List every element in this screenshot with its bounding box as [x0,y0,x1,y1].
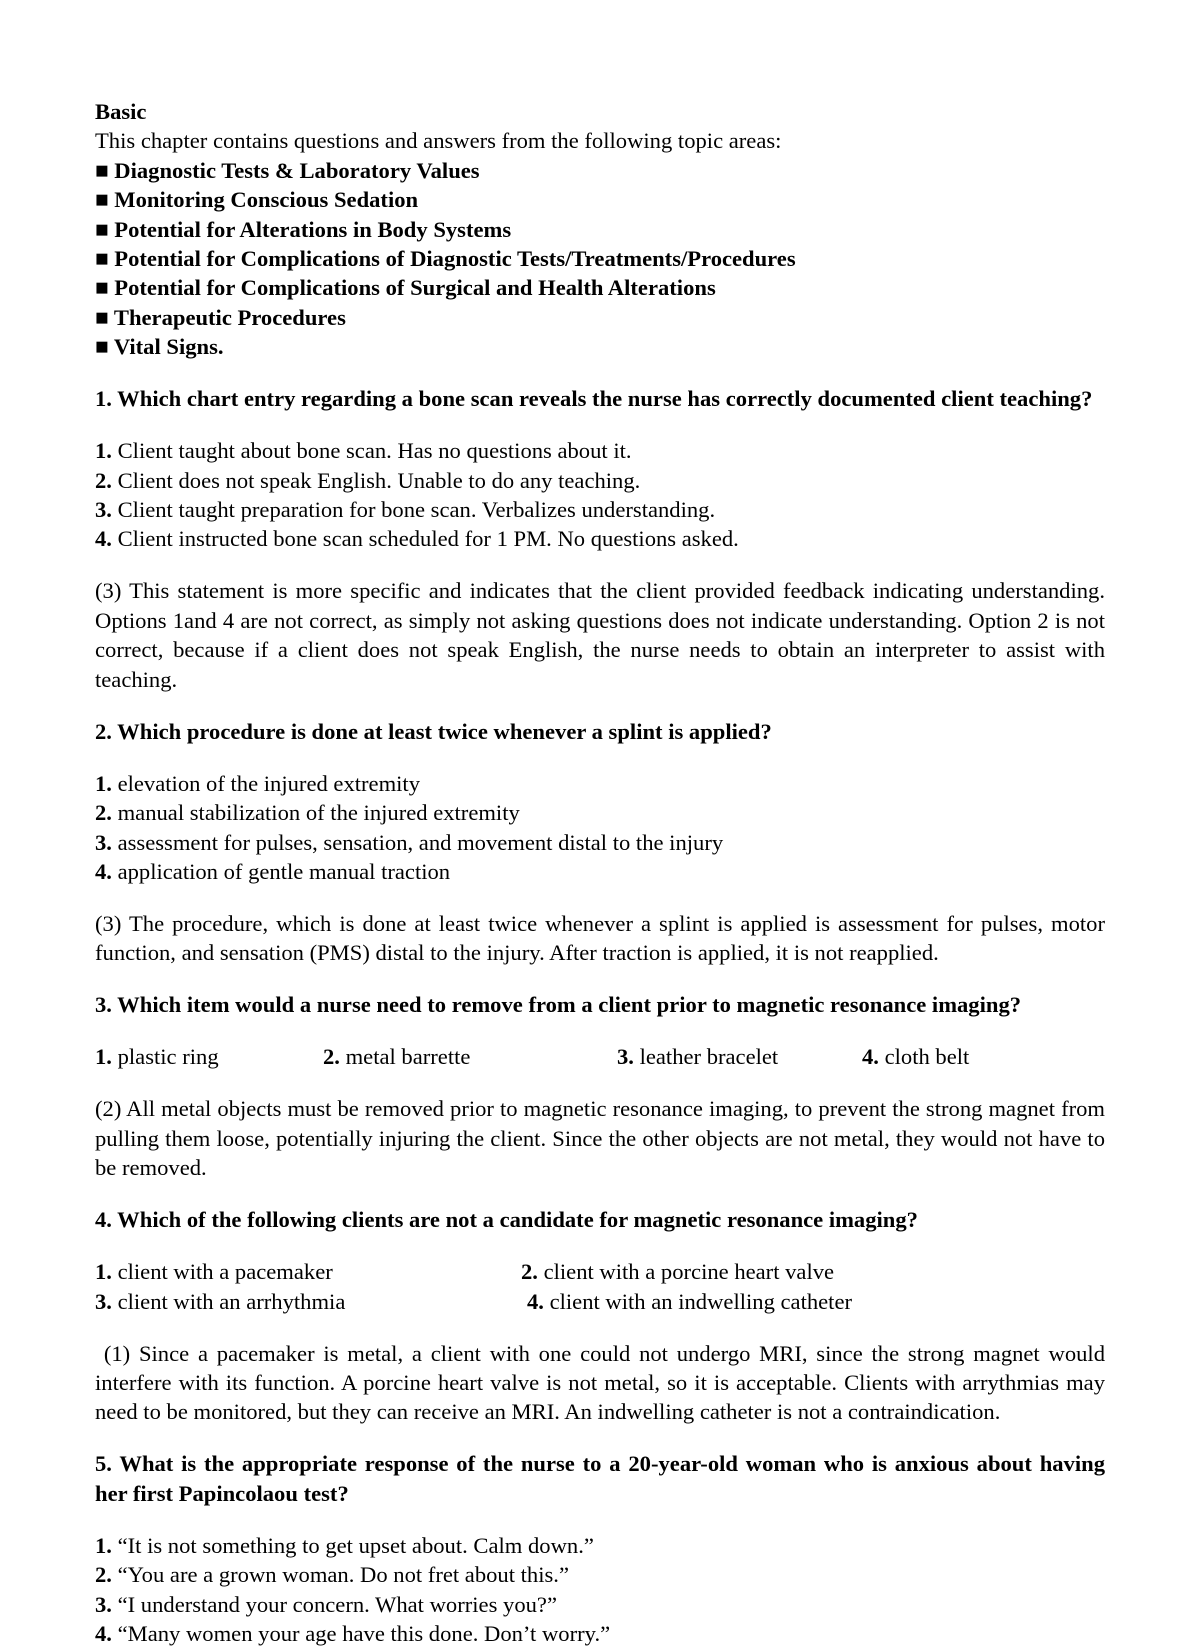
answer-option [521,1257,834,1286]
option-text: cloth belt [878,1044,970,1070]
answer-options-row [95,1257,1105,1286]
answer-option [95,1531,1105,1560]
option-text: assessment for pulses, sensation, and movement distal to the injury [111,829,724,855]
option-number: 4. [527,1288,544,1314]
option-text: Client taught about bone scan. Has no questions about it. [111,438,632,464]
option-number: 4. [862,1044,879,1070]
answer-option [862,1042,969,1071]
option-number: 4. [95,858,112,884]
option-number: 2. [95,800,112,826]
answer-option [95,798,1105,827]
question-5 [95,1449,1105,1648]
answer-option [323,1042,617,1071]
option-text: plastic ring [111,1044,219,1070]
answer-option [95,1590,1105,1619]
answer-option [95,466,1105,495]
question-text: 4. Which of the following clients are not a candidate for magnetic resonance imaging? [95,1207,918,1233]
answer-rationale: (3) The procedure, which is done at least twice whenever a splint is applied is assessment for pulses, motor function, and sensation (PMS) distal to the injury. After traction is applied, it is not reapplied. [95,910,1105,966]
option-number: 1. [95,770,112,796]
answer-option [95,857,1105,886]
option-text: “It is not something to get upset about. Calm down.” [111,1532,594,1558]
topic-item: ■ Therapeutic Procedures [95,304,346,330]
option-number: 2. [95,1562,112,1588]
topic-item: ■ Vital Signs. [95,334,224,360]
answer-option [95,828,1105,857]
option-text: client with an arrhythmia [111,1288,346,1314]
answer-option [95,436,1105,465]
answer-rationale: (1) Since a pacemaker is metal, a client with one could not undergo MRI, since the strong magnet would interfere with its function. A porcine heart valve is not metal, so it is acceptable. Clients with arrythmias may need to be monitored, but they can receive an MRI. An indwelling catheter is not a contraindication. [95,1340,1111,1425]
answer-option [95,495,1105,524]
topic-item: ■ Potential for Complications of Diagnostic Tests/Treatments/Procedures [95,246,796,272]
option-text: client with a porcine heart valve [537,1259,835,1285]
answer-option [95,1560,1105,1589]
answer-option [95,524,1105,553]
topic-list [95,156,1105,362]
question-text: 1. Which chart entry regarding a bone scan reveals the nurse has correctly documented client teaching? [95,386,1093,412]
answer-option [95,1257,521,1286]
option-text: “You are a grown woman. Do not fret about this.” [111,1562,569,1588]
answer-option [95,769,1105,798]
option-text: Client does not speak English. Unable to do any teaching. [111,467,641,493]
option-number: 1. [95,1044,112,1070]
chapter-title: Basic [95,99,147,124]
question-text: 5. What is the appropriate response of the nurse to a 20-year-old woman who is anxious about having her first Papincolaou test? [95,1451,1105,1506]
option-number: 1. [95,1532,112,1558]
option-number: 3. [95,829,112,855]
option-number: 2. [323,1044,340,1070]
option-text: leather bracelet [633,1044,779,1070]
option-number: 4. [95,526,112,552]
question-2 [95,717,1105,968]
option-text: Client instructed bone scan scheduled for 1 PM. No questions asked. [111,526,739,552]
topic-item: ■ Potential for Complications of Surgical and Health Alterations [95,275,716,301]
answer-option [617,1042,862,1071]
chapter-intro: This chapter contains questions and answers from the following topic areas: [95,128,782,154]
question-4 [95,1205,1111,1427]
answer-options-row [95,1287,1105,1316]
option-number: 3. [95,1288,112,1314]
option-number: 1. [95,1259,112,1285]
option-number: 3. [95,497,112,523]
option-number: 2. [521,1259,538,1285]
option-text: Client taught preparation for bone scan. Verbalizes understanding. [111,497,716,523]
option-text: manual stabilization of the injured extremity [111,800,520,826]
option-number: 1. [95,438,112,464]
option-text: “Many women your age have this done. Don’t worry.” [111,1620,611,1646]
answer-option [95,1042,323,1071]
option-number: 4. [95,1620,112,1646]
answer-option [527,1287,852,1316]
answer-rationale: (3) This statement is more specific and indicates that the client provided feedback indicating understanding. Options 1and 4 are not correct, as simply not asking questions does not indicate understanding. Option 2 is not correct, because if a client does not speak English, the nurse needs to obtain an interpreter to assist with teaching. [95,578,1105,692]
option-text: client with an indwelling catheter [543,1288,853,1314]
topic-item: ■ Monitoring Conscious Sedation [95,187,419,213]
question-text: 2. Which procedure is done at least twice whenever a splint is applied? [95,718,772,744]
option-text: metal barrette [339,1044,471,1070]
topic-item: ■ Diagnostic Tests & Laboratory Values [95,157,480,183]
question-1 [95,384,1105,694]
question-text: 3. Which item would a nurse need to remove from a client prior to magnetic resonance imaging? [95,992,1022,1018]
option-text: client with a pacemaker [111,1259,333,1285]
answer-options-row [95,1042,1105,1071]
answer-option [95,1619,1105,1648]
question-3 [95,990,1105,1182]
option-number: 3. [617,1044,634,1070]
answer-rationale: (2) All metal objects must be removed prior to magnetic resonance imaging, to prevent the strong magnet from pulling them loose, potentially injuring the client. Since the other objects are not metal, they would not have to be removed. [95,1096,1105,1181]
topic-item: ■ Potential for Alterations in Body Systems [95,216,512,242]
option-number: 2. [95,467,112,493]
document-page [95,97,1111,1648]
option-number: 3. [95,1591,112,1617]
option-text: elevation of the injured extremity [111,770,421,796]
option-text: “I understand your concern. What worries you?” [111,1591,557,1617]
answer-option [95,1287,527,1316]
option-text: application of gentle manual traction [111,858,451,884]
